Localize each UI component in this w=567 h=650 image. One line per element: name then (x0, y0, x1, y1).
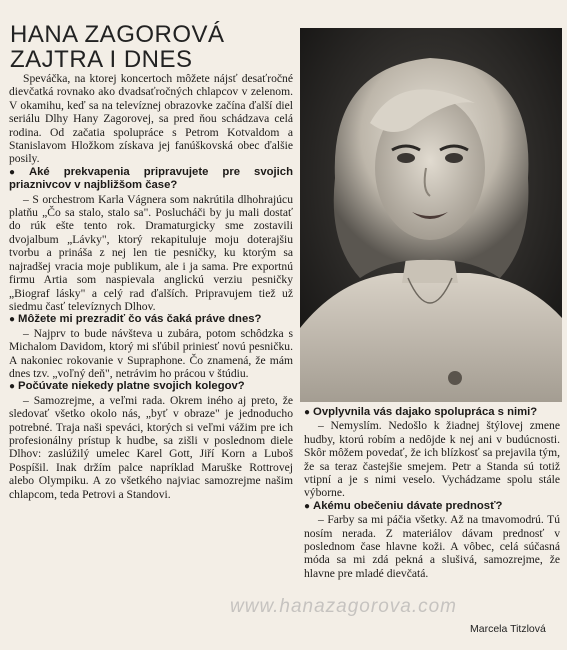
left-column (9, 72, 293, 501)
question-3: ● Počúvate niekedy platne svojich kolegov? (9, 380, 245, 393)
title-line-2: ZAJTRA I DNES (10, 46, 193, 73)
right-column (304, 406, 560, 580)
answer-1: – S orchestrom Karla Vágnera som nakrútila dlhohrajúcu platňu „Čo sa stalo, stalo sa". Poslucháči by ju mali dostať do rúk ešte tento rok. Dramaturgicky sme zostavili dvojalbum „Lávky", ktorý rekapituluje moju doterajšiu tvorbu a prináša z nej len tie pesničky, ku ktorým sa najradšej vracia moje publikum, ale i ja sama. Pre exportnú firmu Artia som naspievala anglickú verziu pesničky „Biograf lásky" a celý rad ďalších. Pripravujem tiež už siedmu časť televíznych Dlhov. (9, 192, 293, 313)
question-2: ● Môžete mi prezradiť čo vás čaká práve dnes? (9, 313, 262, 326)
intro-paragraph: Speváčka, na ktorej koncertoch môžete nájsť desaťročné dievčatká rovnako ako dvadsaťročných chlapcov v zelenom. V okamihu, keď sa na televíznej obrazovke začína ďalší diel seriálu Dlhy Hany Zagorovej, sa pred ňou schádzava celá rodina. Od začatia spolupráce s Petrom Kotvaldom a Stanislavom Hložkom získava jej fanúškovská obec ďalšie posily. (9, 72, 293, 166)
answer-4: – Nemyslím. Nedošlo k žiadnej štýlovej zmene hudby, ktorú robím a nedôjde k nej ani v budúcnosti. Skôr môžem povedať, že ich blízkosť sa prejavila tým, že sa teraz častejšie smejem. Petr a Standa sú totiž vtipní a je s nimi veselo. Vychádzame spolu stále výborne. (304, 419, 560, 500)
question-4: ● Ovplyvnila vás dajako spolupráca s nimi? (304, 406, 538, 418)
title-line-1: HANA ZAGOROVÁ (10, 21, 225, 48)
website-watermark: www.hanazagorova.com (230, 596, 457, 617)
bullet-icon: ● (9, 381, 16, 393)
answer-3: – Samozrejme, a veľmi rada. Okrem iného aj preto, že sledovať všetko okolo nás, „byť v obraze" je jednoducho potrebné. Traja naši speváci, ktorých si veľmi vážim pre ich profesionálny prístup k hudbe, sa zišli v poslednom diele Dlhov: zaslúžilý umelec Karel Gott, Jiří Korn a Luboš Pospíšil. Inak držím palce napríklad Maruške Rottrovej alebo Olympiku. A zo všetkého najviac samozrejme našim chlapcom, teda Petrovi a Standovi. (9, 393, 293, 501)
bullet-icon: ● (304, 500, 311, 512)
question-1: ● Aké prekvapenia pripravujete pre svojich priaznivcov v najbližšom čase? (9, 165, 293, 192)
answer-5: – Farby sa mi páčia všetky. Až na tmavomodrú. Tú nosím nerada. Z materiálov dávam prednosť v poslednom čase hlavne koži. A vôbec, celá súčasná móda sa mi zdá pekná a slušivá, samozrejme, že hlavne pre mladé dievčatá. (304, 513, 560, 580)
question-5: ● Akému obečeniu dávate prednosť? (304, 499, 503, 512)
bullet-icon: ● (9, 314, 16, 326)
bullet-icon: ● (304, 407, 311, 418)
bullet-icon: ● (9, 166, 26, 178)
portrait-photo (300, 28, 562, 402)
article-title (10, 22, 290, 72)
portrait-illustration (300, 28, 562, 402)
author-byline: Marcela Titzlová (470, 623, 546, 635)
answer-2: – Najprv to bude návšteva u zubára, potom schôdzka s Michalom Davidom, ktorý mi sľúbil priniesť novú pesničku. A nakoniec rokovanie v Supraphone. Čo znamená, že mám dnes tzv. „voľný deň", netrávim ho prácou v štúdiu. (9, 326, 293, 380)
